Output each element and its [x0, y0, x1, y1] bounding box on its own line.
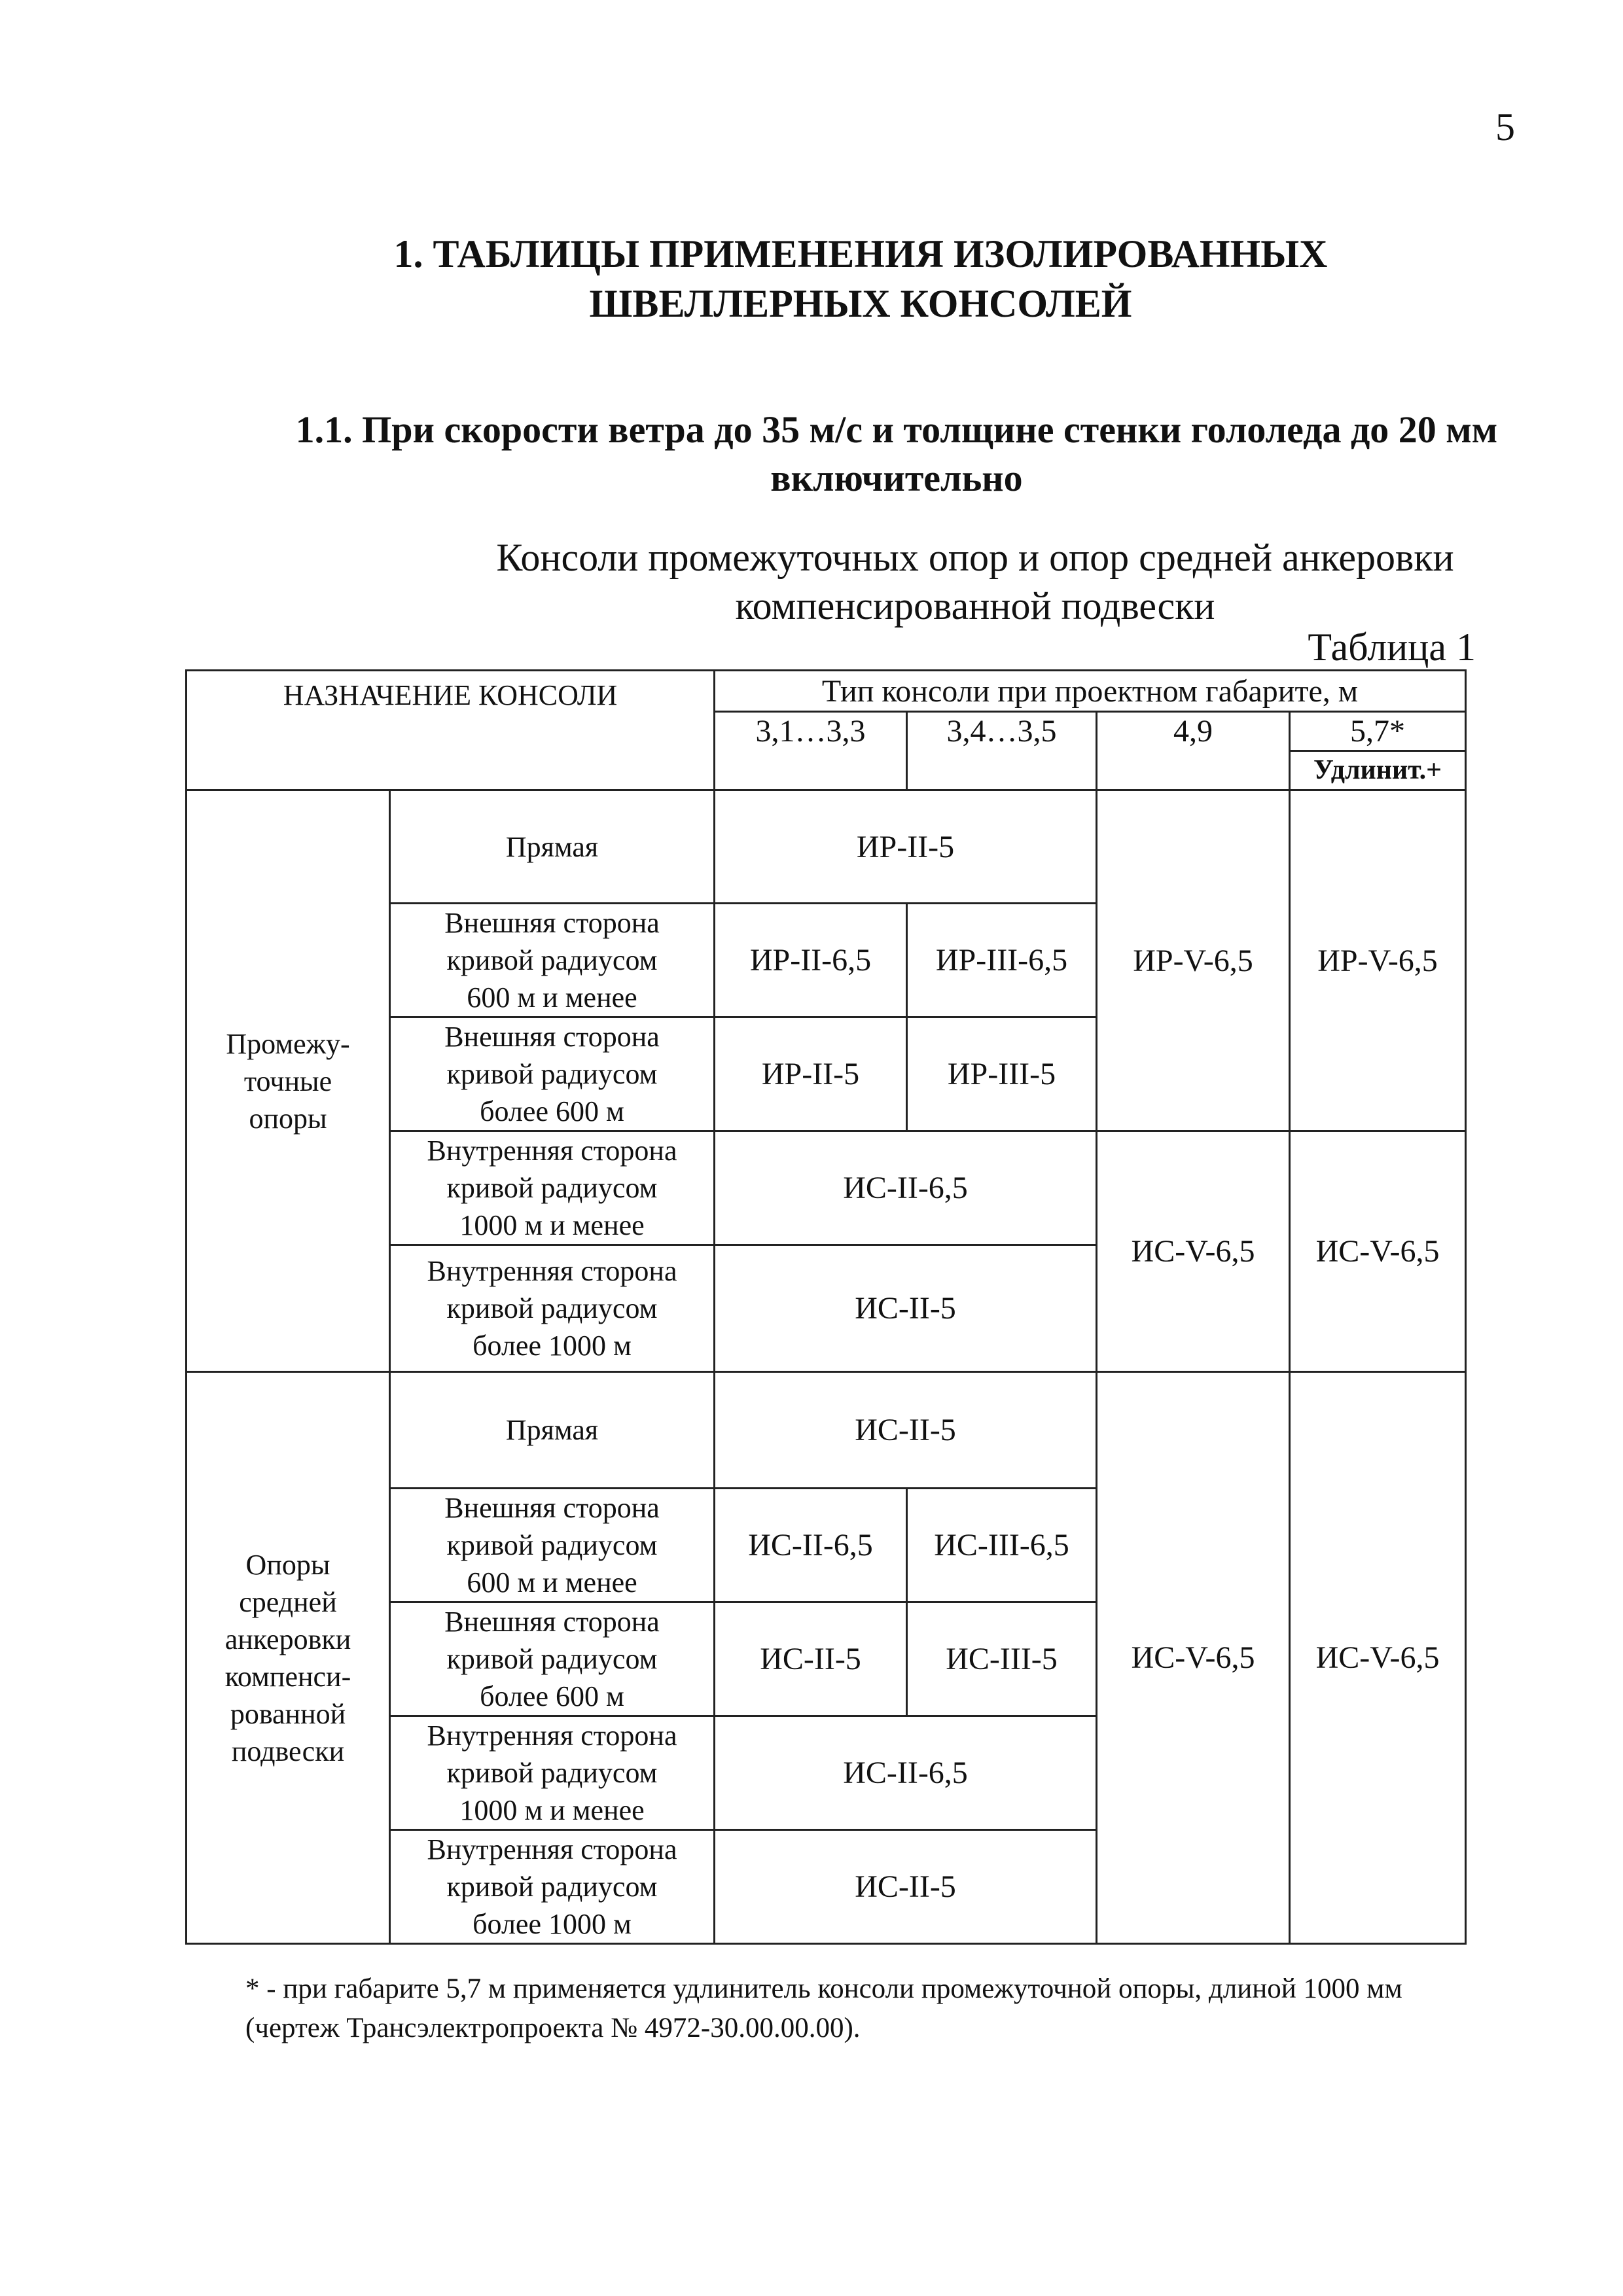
gabarit-cell: 4,9 — [1097, 712, 1290, 790]
console-type: ИС-II-5 — [715, 1245, 1097, 1372]
console-type: ИС-III-6,5 — [907, 1489, 1097, 1602]
table-label: Таблица 1 — [1308, 626, 1476, 669]
footnote-line: (чертеж Трансэлектропроекта № 4972-30.00.00.00). — [245, 2013, 861, 2043]
console-type: ИС-II-6,5 — [715, 1131, 1097, 1245]
console-type: ИР-III-5 — [907, 1017, 1097, 1131]
header-purpose: НАЗНАЧЕНИЕ КОНСОЛИ — [187, 671, 715, 790]
gabarit-cell: 3,1…3,3 — [715, 712, 907, 790]
console-type: ИС-II-5 — [715, 1602, 907, 1716]
table-caption — [366, 533, 1584, 630]
console-type: ИР-II-6,5 — [715, 904, 907, 1017]
footnote-line: * - при габарите 5,7 м применяется удлинитель консоли промежуточной опоры, длиной 1000 мм — [245, 1973, 1402, 2004]
console-type: ИС-II-5 — [715, 1830, 1097, 1944]
footnote — [245, 1969, 1476, 2048]
row-label: Внутренняя сторона кривой радиусом более 1000 м — [390, 1830, 715, 1944]
console-type: ИС-V-6,5 — [1097, 1131, 1290, 1372]
row-label: Внешняя сторона кривой радиусом более 600 м — [390, 1602, 715, 1716]
console-type: ИР-II-5 — [715, 1017, 907, 1131]
console-type: ИС-III-5 — [907, 1602, 1097, 1716]
row-label: Внутренняя сторона кривой радиусом более 1000 м — [390, 1245, 715, 1372]
group-name: Промежу- точные опоры — [187, 790, 390, 1372]
subtitle-line: включительно — [770, 457, 1023, 499]
console-type: ИС-II-5 — [715, 1372, 1097, 1489]
caption-line: компенсированной подвески — [735, 584, 1215, 627]
row-label: Прямая — [390, 1372, 715, 1489]
section-title — [0, 229, 1623, 328]
row-label: Прямая — [390, 790, 715, 904]
gabarit-cell: 3,4…3,5 — [907, 712, 1097, 790]
subsection-title — [249, 406, 1544, 503]
row-label: Внешняя сторона кривой радиусом 600 м и менее — [390, 1489, 715, 1602]
console-type: ИС-II-6,5 — [715, 1716, 1097, 1830]
console-type: ИС-II-6,5 — [715, 1489, 907, 1602]
console-table — [185, 669, 1467, 1945]
subtitle-line: 1.1. При скорости ветра до 35 м/с и толщине стенки гололеда до 20 мм — [295, 408, 1498, 451]
title-line: 1. ТАБЛИЦЫ ПРИМЕНЕНИЯ ИЗОЛИРОВАННЫХ — [393, 232, 1328, 275]
console-type: ИР-II-5 — [715, 790, 1097, 904]
console-type: ИС-V-6,5 — [1290, 1372, 1466, 1944]
title-line: ШВЕЛЛЕРНЫХ КОНСОЛЕЙ — [589, 282, 1132, 325]
extension-label: Удлинит.+ — [1290, 751, 1466, 790]
console-type: ИР-V-6,5 — [1290, 790, 1466, 1131]
console-type: ИС-V-6,5 — [1290, 1131, 1466, 1372]
row-label: Внутренняя сторона кривой радиусом 1000 м и менее — [390, 1131, 715, 1245]
row-label: Внутренняя сторона кривой радиусом 1000 м и менее — [390, 1716, 715, 1830]
header-type: Тип консоли при проектном габарите, м — [715, 671, 1466, 712]
gabarit-cell: 5,7* — [1290, 712, 1466, 751]
console-type: ИС-V-6,5 — [1097, 1372, 1290, 1944]
caption-line: Консоли промежуточных опор и опор средней анкеровки — [496, 536, 1454, 579]
group-name: Опоры средней анкеровки компенси- рованной подвески — [187, 1372, 390, 1944]
console-type: ИР-III-6,5 — [907, 904, 1097, 1017]
console-type: ИР-V-6,5 — [1097, 790, 1290, 1131]
row-label: Внешняя сторона кривой радиусом 600 м и менее — [390, 904, 715, 1017]
page-number: 5 — [1495, 105, 1515, 149]
row-label: Внешняя сторона кривой радиусом более 600 м — [390, 1017, 715, 1131]
